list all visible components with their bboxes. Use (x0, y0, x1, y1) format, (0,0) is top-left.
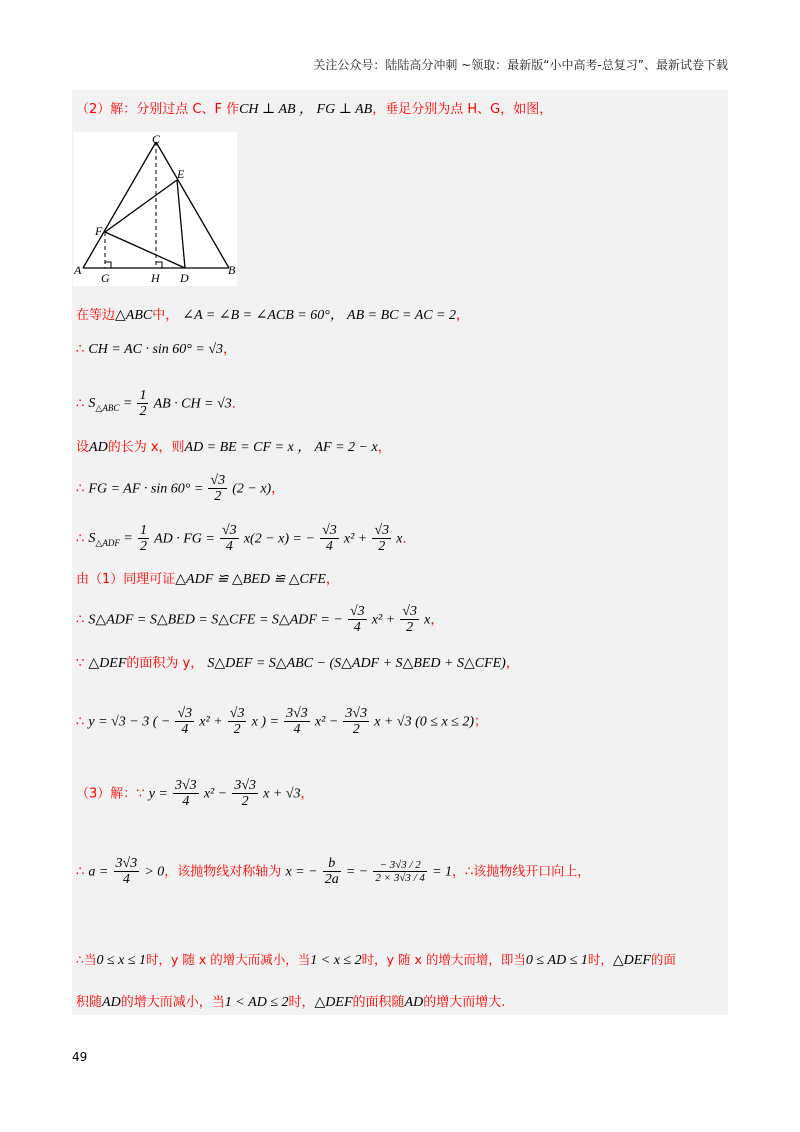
text: 时，y 随 x 的增大而增，即当 (361, 952, 526, 967)
text: ； (474, 714, 488, 730)
triangle-figure (73, 132, 237, 286)
therefore-symbol: ∴ (76, 612, 85, 628)
fraction: $\frac{b}{2a}$ (324, 856, 339, 888)
math: ∠A = ∠B = ∠ACB = 60°， AB = BC = AC = 2 (182, 308, 457, 323)
line-1 (76, 102, 552, 119)
math: = (123, 531, 133, 547)
therefore-symbol: ∴ (76, 481, 85, 497)
text: （3）解：∵ (76, 786, 145, 802)
math: AD · FG = (154, 531, 215, 547)
line-3 (76, 342, 236, 359)
text: 时， (587, 952, 613, 967)
text: ，垂足分别为点 H、G，如图， (372, 102, 553, 117)
math: x(2 − x) = − (243, 531, 315, 547)
label-e: E (177, 167, 185, 181)
fraction: $\frac{3√3}{4}$ (175, 778, 197, 810)
math: = (122, 396, 133, 412)
math: S (88, 396, 96, 412)
text: ， (271, 481, 285, 497)
math: x² + (371, 612, 396, 628)
fraction: $\frac{√3}{4}$ (349, 604, 365, 636)
text: 设 (76, 440, 90, 455)
text: 的面 (650, 952, 676, 967)
label-b: B (228, 263, 236, 277)
fraction: $\frac{- 3√3 / 2}{2 \times 3√3 / 4}$ (375, 859, 425, 885)
text: ，该抛物线对称轴为 (164, 864, 282, 880)
math: CH ⊥ AB ， FG ⊥ AB (239, 102, 373, 117)
text: ，∴该抛物线开口向上， (452, 864, 591, 880)
triangle-diagram (73, 132, 237, 286)
math: = 1 (432, 864, 453, 880)
text: ． (402, 531, 416, 547)
right-angle-h (156, 262, 162, 268)
math: △DEF (612, 953, 651, 968)
text: 由（1）同理可证 (76, 572, 176, 587)
math: x² + (199, 714, 223, 730)
math: S△DEF = S△ABC − (S△ADF + S△BED + S△CFE) (207, 656, 506, 671)
math: AD = BE = CF = x ， AF = 2 − x (184, 440, 378, 455)
segment-ed (177, 180, 185, 268)
math: S△ADF = S△BED = S△CFE = S△ADF = − (88, 612, 343, 628)
math: △DEF (88, 656, 127, 671)
label-d: D (180, 271, 189, 285)
text: ， (430, 612, 444, 628)
segment-fe (105, 180, 177, 232)
label-a: A (74, 263, 82, 277)
fraction: $\frac{3√3}{2}$ (345, 706, 368, 738)
math: 0 ≤ AD ≤ 1 (525, 953, 588, 968)
math: = − (345, 864, 369, 880)
segment-fd (105, 232, 185, 268)
text: 积随 (76, 995, 103, 1010)
therefore-symbol: ∴ (76, 342, 85, 357)
text: ， (456, 308, 470, 323)
line-8 (76, 572, 339, 589)
label-h: H (151, 271, 160, 285)
fraction: $\frac{√3}{2}$ (402, 604, 417, 636)
math: S (88, 531, 96, 547)
label-f: F (95, 224, 103, 238)
text: 时， (288, 995, 315, 1010)
math: △ADF ≌ △BED ≌ △CFE (175, 572, 326, 587)
line-7 (76, 523, 415, 555)
math: y = √3 − 3 ( − (88, 714, 171, 730)
line-13 (76, 856, 590, 888)
text: ， (505, 656, 519, 671)
text: 的增大而减小，当 (120, 995, 225, 1010)
line-10 (76, 656, 519, 673)
math: FG = AF · sin 60° = (88, 481, 204, 497)
line-2 (76, 308, 469, 325)
fraction: $\frac{1}{2}$ (139, 388, 147, 420)
fraction: $\frac{√3}{4}$ (322, 523, 337, 555)
right-angle-g (105, 262, 111, 268)
line-4 (76, 388, 245, 420)
math: △DEF (314, 995, 353, 1010)
line-6 (76, 473, 284, 505)
line-5 (76, 440, 391, 457)
fraction: $\frac{3√3}{4}$ (286, 706, 308, 738)
label-g: G (101, 271, 110, 285)
line-11 (76, 706, 487, 738)
text: ， (300, 786, 314, 802)
because-symbol: ∵ (76, 656, 85, 671)
math: x² − (203, 786, 228, 802)
text: （2）解：分别过点 C、F 作 (76, 102, 240, 117)
fraction: $\frac{√3}{4}$ (222, 523, 237, 555)
therefore-symbol: ∴ (76, 531, 85, 547)
text: 的增大而增大. (423, 995, 506, 1010)
math: x ) = (251, 714, 279, 730)
line-15 (76, 995, 505, 1012)
text: ， (325, 572, 339, 587)
therefore-symbol: ∴ (76, 396, 85, 412)
page-number: 49 (72, 1050, 88, 1064)
math: x² + (343, 531, 368, 547)
segment-bc (156, 142, 229, 268)
text: 的面积为 y， (126, 656, 204, 671)
fraction: $\frac{√3}{4}$ (177, 706, 193, 738)
text: 的长为 x，则 (107, 440, 185, 455)
math: 0 ≤ x ≤ 1 (96, 953, 147, 968)
math: x (396, 531, 403, 547)
math: a = (88, 864, 109, 880)
subscript: △ADF (95, 538, 120, 549)
math: AB · CH = √3 (153, 396, 232, 412)
segment-ac (83, 142, 156, 268)
page-header: 关注公众号：陆陆高分冲刺 ~领取：最新版“小中高考-总复习”、最新试卷下载 (313, 58, 728, 72)
fraction: $\frac{1}{2}$ (139, 523, 147, 555)
text: ． (231, 396, 245, 412)
subscript: △ABC (95, 403, 120, 414)
text: ， (377, 440, 391, 455)
math: > 0 (144, 864, 165, 880)
fraction: $\frac{3√3}{4}$ (115, 856, 138, 888)
math: 1 < AD ≤ 2 (224, 995, 289, 1010)
text: 的面积随 (352, 995, 405, 1010)
text: 中， (152, 308, 179, 323)
math: x = − (285, 864, 318, 880)
math: CH = AC · sin 60° = √3 (88, 342, 224, 357)
text: ， (223, 342, 237, 357)
math: (2 − x) (232, 481, 272, 497)
line-14 (76, 952, 676, 970)
math: y = (148, 786, 168, 802)
fraction: $\frac{3√3}{2}$ (234, 778, 257, 810)
math: AD (89, 440, 108, 455)
math: x (424, 612, 431, 628)
line-12 (76, 778, 314, 810)
text: 时，y 随 x 的增大而减小，当 (146, 952, 311, 967)
math: 1 < x ≤ 2 (310, 953, 362, 968)
math: x² − (314, 714, 339, 730)
therefore-symbol: ∴ (76, 864, 85, 880)
therefore-symbol: ∴ (76, 714, 85, 730)
text: 在等边 (76, 308, 116, 323)
math: AD (404, 995, 424, 1010)
math: AD (102, 995, 121, 1010)
text: ∴当 (76, 952, 97, 967)
math: △ABC (115, 308, 153, 323)
fraction: $\frac{√3}{2}$ (210, 473, 226, 505)
math: x + √3 (263, 786, 301, 802)
line-9 (76, 604, 443, 636)
fraction: $\frac{√3}{2}$ (374, 523, 390, 555)
label-c: C (152, 132, 161, 146)
math: x + √3 (0 ≤ x ≤ 2) (374, 714, 474, 730)
fraction: $\frac{√3}{2}$ (229, 706, 245, 738)
